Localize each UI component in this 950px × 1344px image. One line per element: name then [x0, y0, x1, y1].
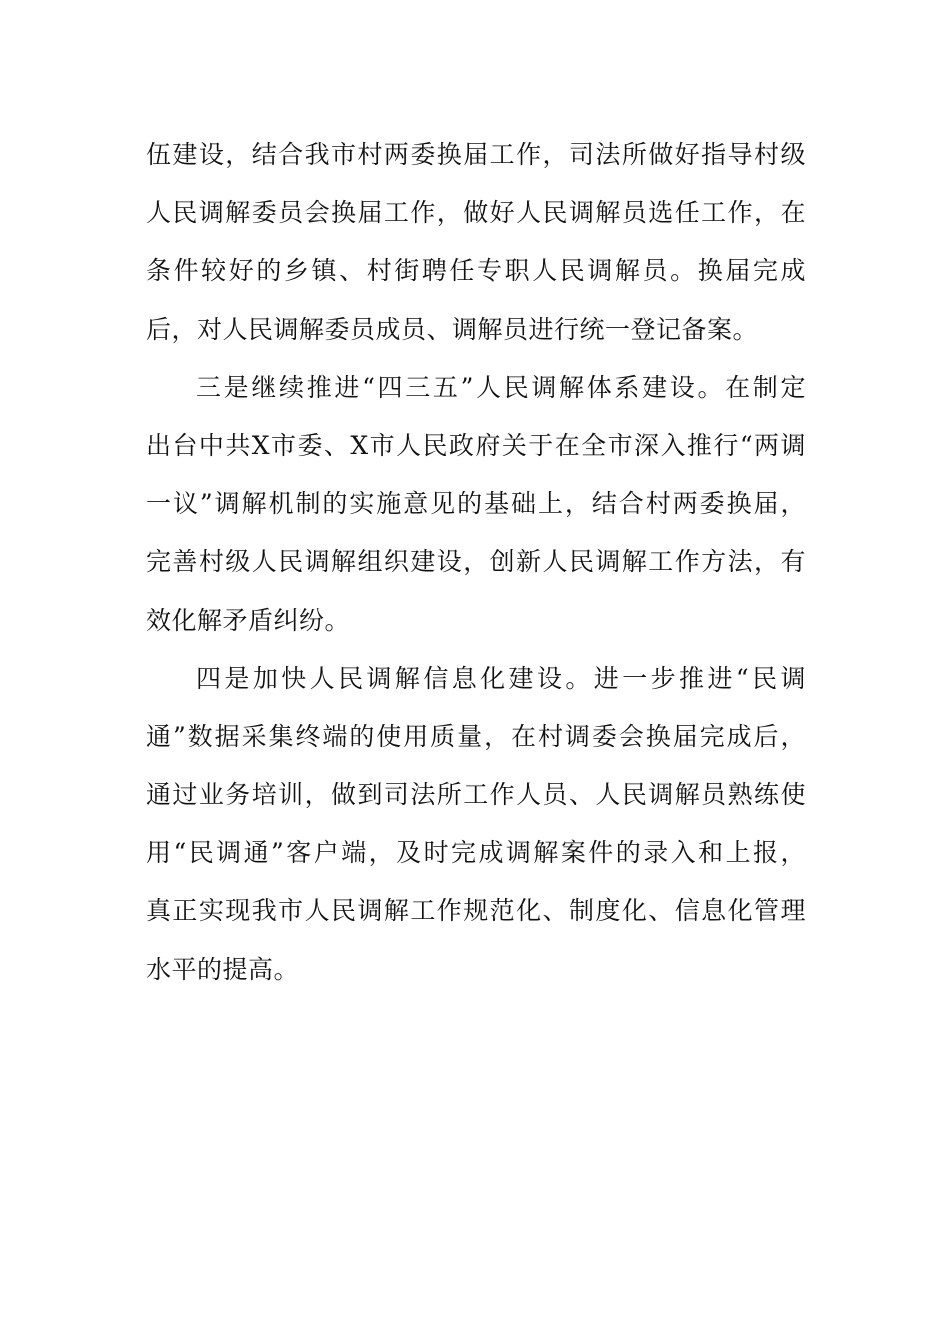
paragraph-start-line: 四是加快人民调解信息化建设。进一步推进“民调	[196, 663, 806, 693]
text-line: 用“民调通”客户端，及时完成调解案件的录入和上报，	[146, 838, 806, 868]
text-line: 通”数据采集终端的使用质量，在村调委会换届完成后，	[146, 721, 806, 751]
text-line: 水平的提高。	[146, 954, 300, 984]
text-line: 一议”调解机制的实施意见的基础上，结合村两委换届，	[146, 489, 806, 519]
document-body	[146, 126, 806, 999]
text-line: 完善村级人民调解组织建设，创新人民调解工作方法，有	[146, 547, 806, 577]
text-line: 出台中共X市委、X市人民政府关于在全市深入推行“两调	[146, 430, 806, 460]
text-line: 真正实现我市人民调解工作规范化、制度化、信息化管理	[146, 896, 806, 926]
text-line: 人民调解委员会换届工作，做好人民调解员选任工作，在	[146, 198, 806, 228]
text-line: 条件较好的乡镇、村街聘任专职人民调解员。换届完成	[146, 256, 806, 286]
text-line: 效化解矛盾纠纷。	[146, 605, 351, 635]
text-line: 伍建设，结合我市村两委换届工作，司法所做好指导村级	[146, 140, 806, 169]
text-line: 后，对人民调解委员成员、调解员进行统一登记备案。	[146, 314, 759, 344]
paragraph-start-line: 三是继续推进“四三五”人民调解体系建设。在制定	[196, 372, 806, 402]
text-line: 通过业务培训，做到司法所工作人员、人民调解员熟练使	[146, 780, 806, 810]
